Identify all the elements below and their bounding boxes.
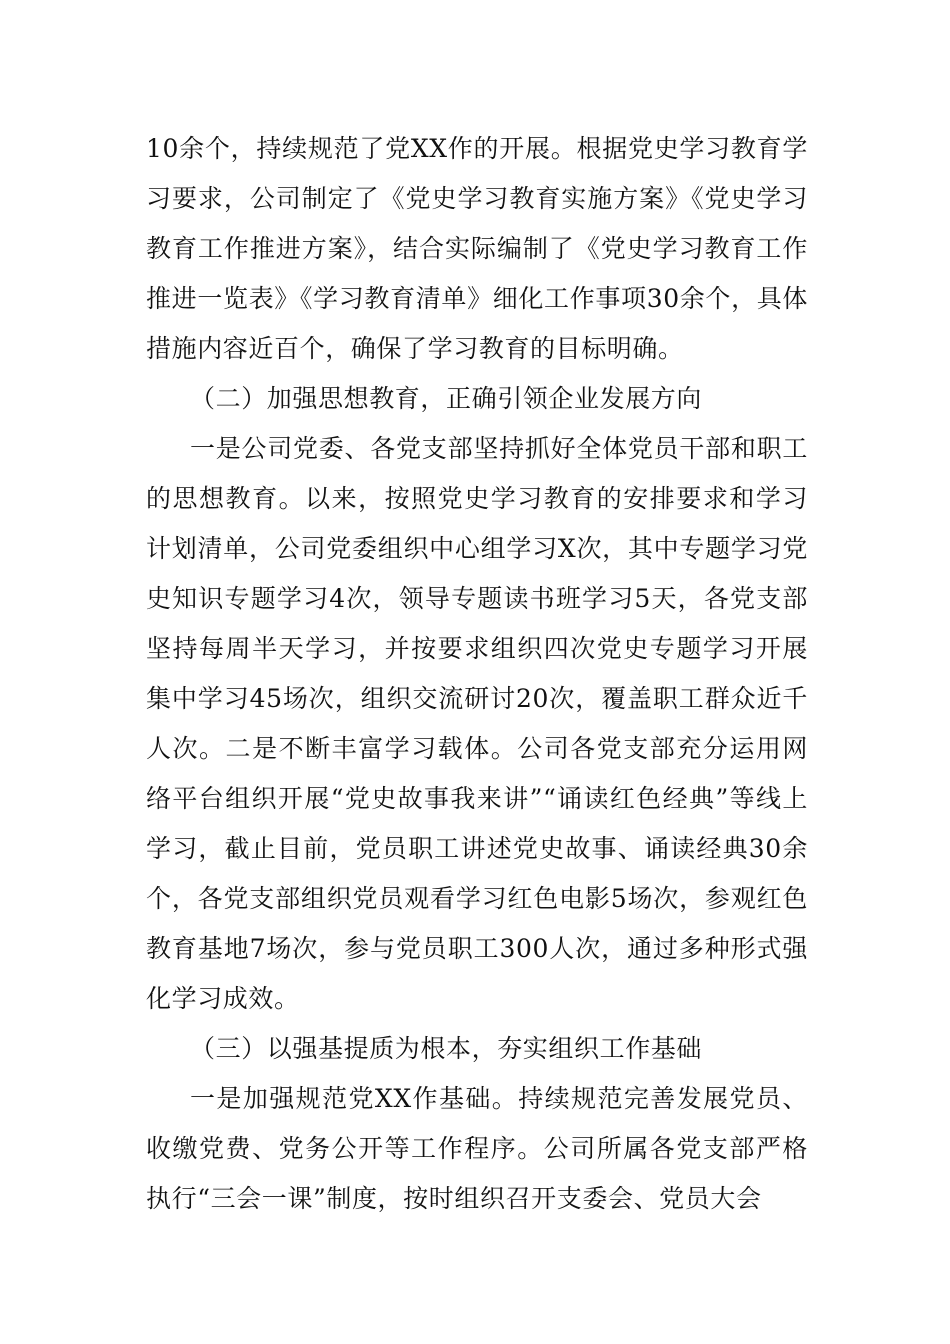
paragraph-party-work-foundation: 一是加强规范党XX作基础。持续规范完善发展党员、收缴党费、党务公开等工作程序。公司所属各党支部严格执行“三会一课”制度，按时组织召开支委会、党员大会 bbox=[146, 1084, 808, 1213]
paragraph-continuation: 10余个，持续规范了党XX作的开展。根据党史学习教育学习要求，公司制定了《党史学习教育实施方案》《党史学习教育工作推进方案》，结合实际编制了《党史学习教育工作推进一览表》《学习教育清单》细化工作事项30余个，具体措施内容近百个，确保了学习教育的目标明确。 bbox=[146, 134, 808, 363]
section-heading-3: （三）以强基提质为根本，夯实组织工作基础 bbox=[190, 1034, 703, 1063]
section-heading-2: （二）加强思想教育，正确引领企业发展方向 bbox=[190, 384, 703, 413]
paragraph-ideology-education: 一是公司党委、各党支部坚持抓好全体党员干部和职工的思想教育。以来，按照党史学习教育的安排要求和学习计划清单，公司党委组织中心组学习X次，其中专题学习党史知识专题学习4次，领导专题读书班学习5天，各党支部坚持每周半天学习，并按要求组织四次党史专题学习开展集中学习45场次，组织交流研讨20次，覆盖职工群众近千人次。二是不断丰富学习载体。公司各党支部充分运用网络平台组织开展“党史故事我来讲”“诵读红色经典”等线上学习，截止目前，党员职工讲述党史故事、诵读经典30余个，各党支部组织党员观看学习红色电影5场次，参观红色教育基地7场次，参与党员职工300人次，通过多种形式强化学习成效。 bbox=[146, 434, 808, 1013]
document-body bbox=[146, 124, 808, 1224]
